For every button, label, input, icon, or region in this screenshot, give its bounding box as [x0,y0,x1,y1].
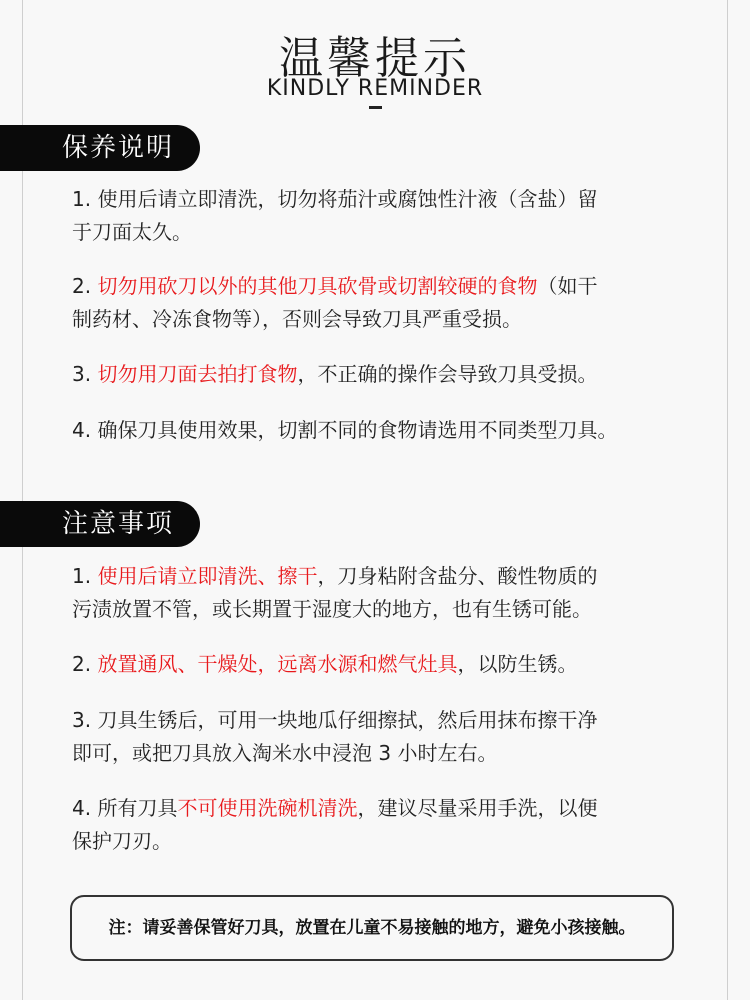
item-line: 3. 刀具生锈后，可用一块地瓜仔细擦拭，然后用抹布擦干净 [72,708,598,732]
title-divider [369,106,382,109]
item-line: 于刀面太久。 [72,220,192,244]
maintenance-item-4 [72,414,692,447]
item-prefix: 2. [72,274,98,298]
page-title: 温馨提示 [279,33,471,84]
item-highlight: 放置通风、干燥处，远离水源和燃气灶具 [97,652,458,676]
section-label-precautions: 注意事项 [0,501,200,547]
item-prefix: 3. [72,362,98,386]
item-rest: ，不正确的操作会导致刀具受损。 [297,362,598,386]
item-prefix: 1. [72,564,98,588]
item-line [72,560,692,593]
maintenance-item-2 [72,270,692,336]
maintenance-item-3 [72,358,692,391]
item-line [72,270,692,303]
item-line: 1. 使用后请立即清洗，切勿将茄汁或腐蚀性汁液（含盐）留 [72,187,598,211]
item-line: 保护刀刃。 [72,829,172,853]
safety-notice-box: 注：请妥善保管好刀具，放置在儿童不易接触的地方，避免小孩接触。 [70,895,674,961]
item-line [72,648,692,681]
item-rest: （如干 [537,274,598,298]
item-rest: ，刀身粘附含盐分、酸性物质的 [317,564,598,588]
item-highlight: 不可使用洗碗机清洗 [177,796,358,820]
precautions-item-1 [72,560,692,626]
item-highlight: 切勿用刀面去拍打食物 [97,362,298,386]
item-line [72,358,692,391]
item-rest: ，以防生锈。 [457,652,578,676]
item-highlight: 切勿用砍刀以外的其他刀具砍骨或切割较硬的食物 [97,274,538,298]
precautions-item-4 [72,792,692,858]
item-line [72,792,692,825]
item-line: 污渍放置不管，或长期置于湿度大的地方，也有生锈可能。 [72,597,592,621]
item-line: 制药材、冷冻食物等），否则会导致刀具严重受损。 [72,307,522,331]
item-line: 即可，或把刀具放入淘米水中浸泡 3 小时左右。 [72,741,498,765]
item-prefix: 4. 所有刀具 [72,796,178,820]
section-label-maintenance: 保养说明 [0,125,200,171]
page-subtitle: KINDLY REMINDER [266,76,484,101]
maintenance-item-1 [72,183,692,249]
item-prefix: 2. [72,652,98,676]
precautions-item-3 [72,704,692,770]
frame-right-border [727,0,728,1000]
precautions-item-2 [72,648,692,681]
item-line: 4. 确保刀具使用效果，切割不同的食物请选用不同类型刀具。 [72,418,618,442]
item-highlight: 使用后请立即清洗、擦干 [97,564,318,588]
item-rest: ，建议尽量采用手洗，以便 [357,796,598,820]
